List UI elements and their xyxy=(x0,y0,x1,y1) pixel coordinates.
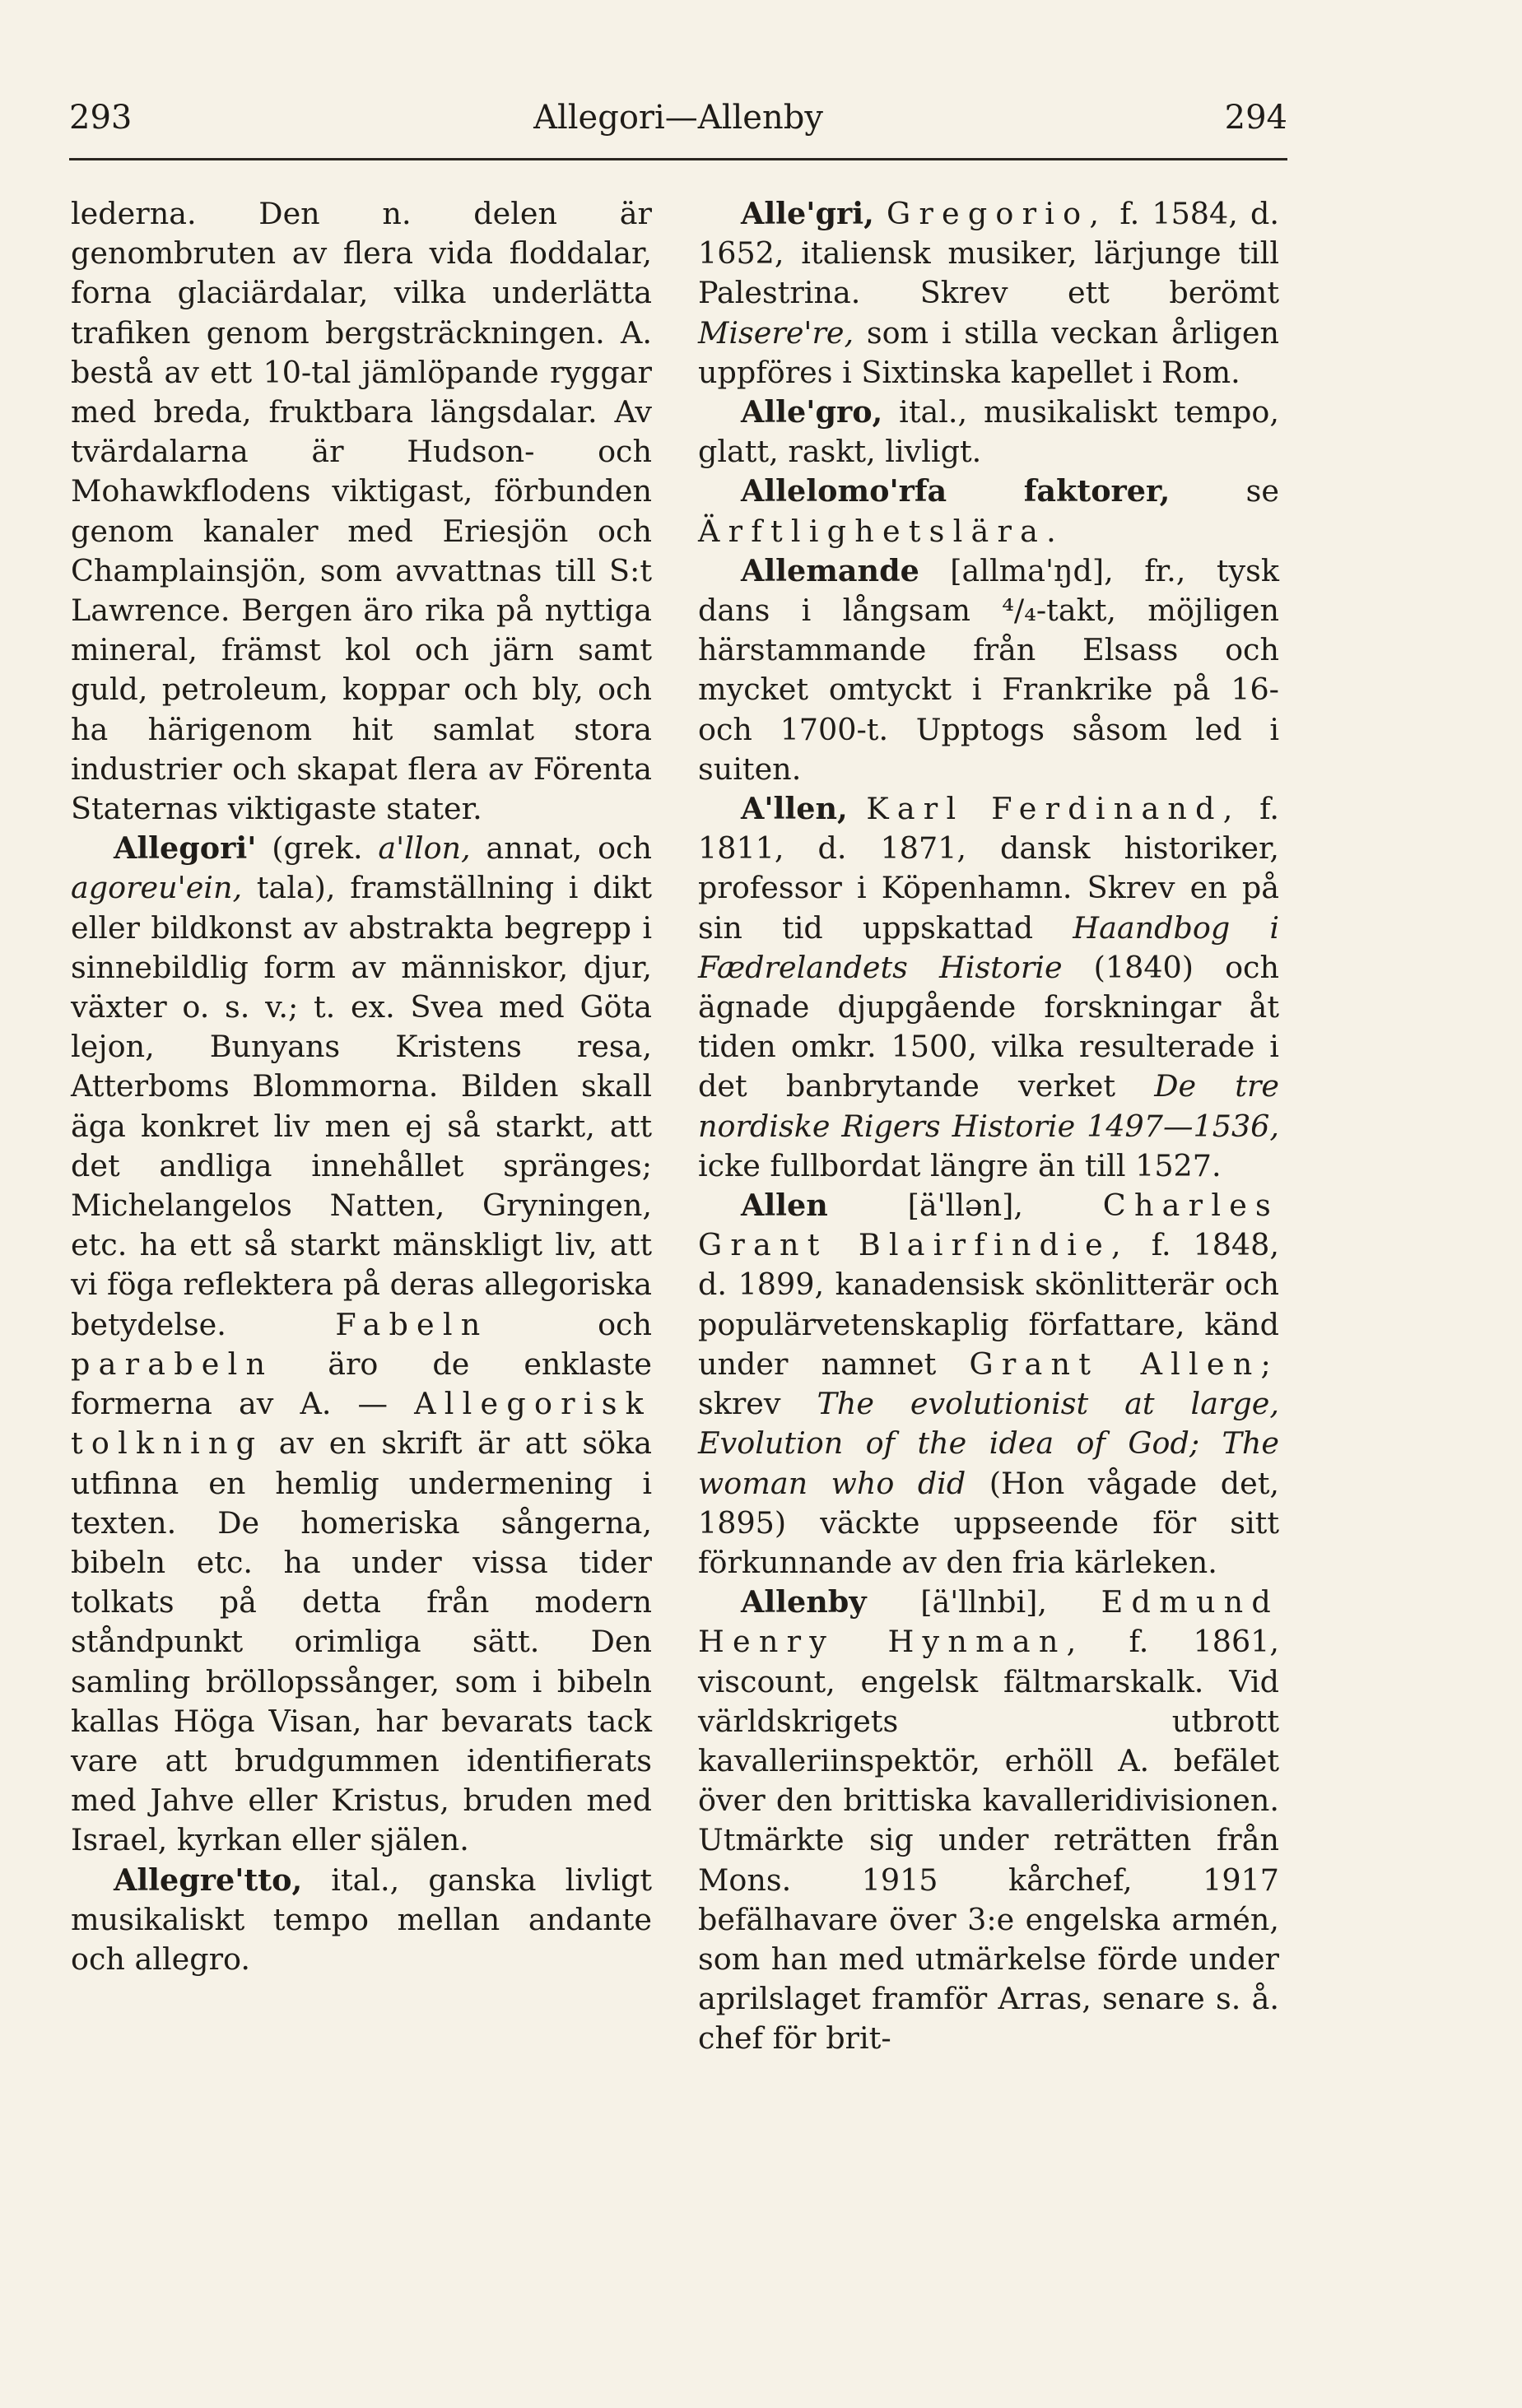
entry-text: f. 1848, d. 1899, kanadensisk skönlitterär och populärvetenskaplig författare, känd under namnet xyxy=(698,1227,1279,1382)
right-page-number: 294 xyxy=(1224,99,1287,137)
entry-spaced: Charles Grant Blairfindie, xyxy=(698,1188,1279,1263)
entry-text: som i stilla veckan årligen uppföres i Sixtinska kapellet i Rom. xyxy=(698,314,1279,390)
right-column xyxy=(698,194,1279,2059)
entry-italic: De tre nordiske Rigers Historie 1497—1536, xyxy=(698,1068,1280,1144)
entry-italic: a'llon, xyxy=(378,830,471,867)
entry-italic: agoreu'ein, xyxy=(71,870,243,906)
running-title: Allegori—Allenby xyxy=(533,99,823,137)
entry-allegro xyxy=(698,393,1279,472)
header-rule xyxy=(69,158,1287,160)
left-page-number: 293 xyxy=(69,99,133,137)
entry-spaced: Karl Ferdinand, xyxy=(866,791,1241,827)
entry-text: av en skrift är att söka utfinna en hemlig undermening i texten. De homeriska sångerna, bibeln etc. ha under vissa tider tolkats på detta från modern ståndpunkt orimliga sätt. Den samling bröllopssånger, som i bibeln kallas Höga Visan, har bevarats tack vare att brudgummen identifierats med Jahve eller Kristus, bruden med Israel, kyrkan eller själen. xyxy=(71,1425,652,1858)
entry-spaced: Edmund Henry Hynman, xyxy=(698,1584,1279,1660)
entry-spaced: Gregorio, xyxy=(886,196,1108,231)
entry-text: f. 1584, d. 1652, italiensk musiker, lärjunge till Palestrina. Skrev ett berömt xyxy=(698,196,1280,311)
headword: Allenby xyxy=(741,1584,867,1620)
headword: Alle'gri, xyxy=(741,196,874,231)
entry-text: ital., ganska livligt musikaliskt tempo mellan andante och allegro. xyxy=(71,1862,652,1977)
entry-allen-karl xyxy=(698,789,1279,1186)
entry-text: icke fullbordat längre än till 1527. xyxy=(698,1147,1222,1183)
headword: A'llen, xyxy=(741,791,848,827)
entry-text: f. 1811, d. 1871, dansk historiker, professor i Köpenhamn. Skrev en på sin tid uppskattad xyxy=(698,791,1279,946)
headword: Allelomo'rfa faktorer, xyxy=(741,473,1171,509)
entry-spaced: parabeln xyxy=(71,1346,274,1382)
entry-text: och xyxy=(488,1306,652,1342)
entry-text: äro de enklaste formerna av A. — xyxy=(71,1346,652,1422)
entry-text: se xyxy=(1170,473,1279,509)
entry-italic: Misere're, xyxy=(698,314,854,351)
continued-text: lederna. Den n. delen är genombruten av flera vida floddalar, forna glaciärdalar, vilka underlätta trafiken genom bergsträckningen. A. bestå av ett 10-tal jämlöpande ryggar med breda, fruktbara längsdalar. Av tvärdalarna är Hudson- och Mohawkflodens viktigast, förbunden genom kanaler med Eriesjön och Champlainsjön, som avvattnas till S:t Lawrence. Bergen äro rika på nyttiga mineral, främst kol och järn samt guld, petroleum, koppar och bly, och ha härigenom hit samlat stora industrier och skapat flera av Förenta Staternas viktigaste stater. xyxy=(71,196,652,827)
entry-text: [allma'ŋd], fr., tysk dans i långsam ⁴/₄-takt, möjligen härstammande från Elsass och mycket omtyckt i Frankrike på 16- och 1700-t. Upptogs såsom led i suiten. xyxy=(698,552,1279,787)
entry-text: ital., musikaliskt tempo, glatt, raskt, livligt. xyxy=(698,394,1279,470)
entry-allegretto xyxy=(71,1861,652,1980)
entry-text: [ä'llən], xyxy=(827,1188,1103,1224)
entry-text: annat, och xyxy=(470,830,653,867)
entry-allegri xyxy=(698,194,1279,393)
page-header xyxy=(69,99,1287,156)
entry-italic: The evolutionist at large, Evolution of the idea of God; The woman who did xyxy=(698,1386,1279,1501)
entry-text: skrev xyxy=(698,1386,817,1422)
headword: Alle'gro, xyxy=(741,394,883,430)
entry-spaced: Fabeln xyxy=(335,1306,489,1342)
entry-allen-charles xyxy=(698,1186,1279,1583)
entry-spaced: Ärftlighetslära. xyxy=(698,513,1064,549)
entry-allenby xyxy=(698,1583,1279,2058)
entry-text: (grek. xyxy=(256,830,379,867)
entry-text: [ä'llnbi], xyxy=(866,1584,1101,1620)
headword: Allegre'tto, xyxy=(114,1862,303,1898)
entry-text: f. 1861, viscount, engelsk fältmarskalk. Vid världskrigets utbrott kavalleriinspektör, erhöll A. befälet över den brittiska kavalleridivisionen. Utmärkte sig under reträtten från Mons. 1915 kårchef, 1917 befälhavare över 3:e engelska armén, som han med utmärkelse förde under aprilslaget framför Arras, senare s. å. chef för brit- xyxy=(698,1624,1279,2057)
entry-text: (Hon vågade det, 1895) väckte uppseende för sitt förkunnande av den fria kärleken. xyxy=(698,1465,1279,1580)
left-column xyxy=(71,194,652,1979)
entry-allemande xyxy=(698,551,1279,789)
headword: Allen xyxy=(741,1188,828,1224)
entry-italic: Haandbog i Fædrelandets Historie xyxy=(698,909,1279,985)
headword: Allemande xyxy=(741,552,919,588)
entry-spaced: Allegorisk tolkning xyxy=(71,1386,652,1462)
headword: Allegori' xyxy=(114,830,257,867)
entry-text: tala), framställning i dikt eller bildkonst av abstrakta begrepp i sinnebildlig form av människor, djur, växter o. s. v.; t. ex. Svea med Göta lejon, Bunyans Kristens resa, Atterboms Blommorna. Bilden skall äga konkret liv men ej så starkt, att det andliga innehållet spränges; Michelangelos Natten, Gryningen, etc. ha ett så starkt mänskligt liv, att vi föga reflektera på deras allegoriska betydelse. xyxy=(71,870,652,1342)
entry-allelomorfa xyxy=(698,472,1279,551)
entry-allegori xyxy=(71,829,652,1860)
entry-spaced: Grant Allen; xyxy=(969,1346,1279,1382)
entry-text: (1840) och ägnade djupgående forskningar åt tiden omkr. 1500, vilka resulterade i det banbrytande verket xyxy=(698,949,1279,1104)
